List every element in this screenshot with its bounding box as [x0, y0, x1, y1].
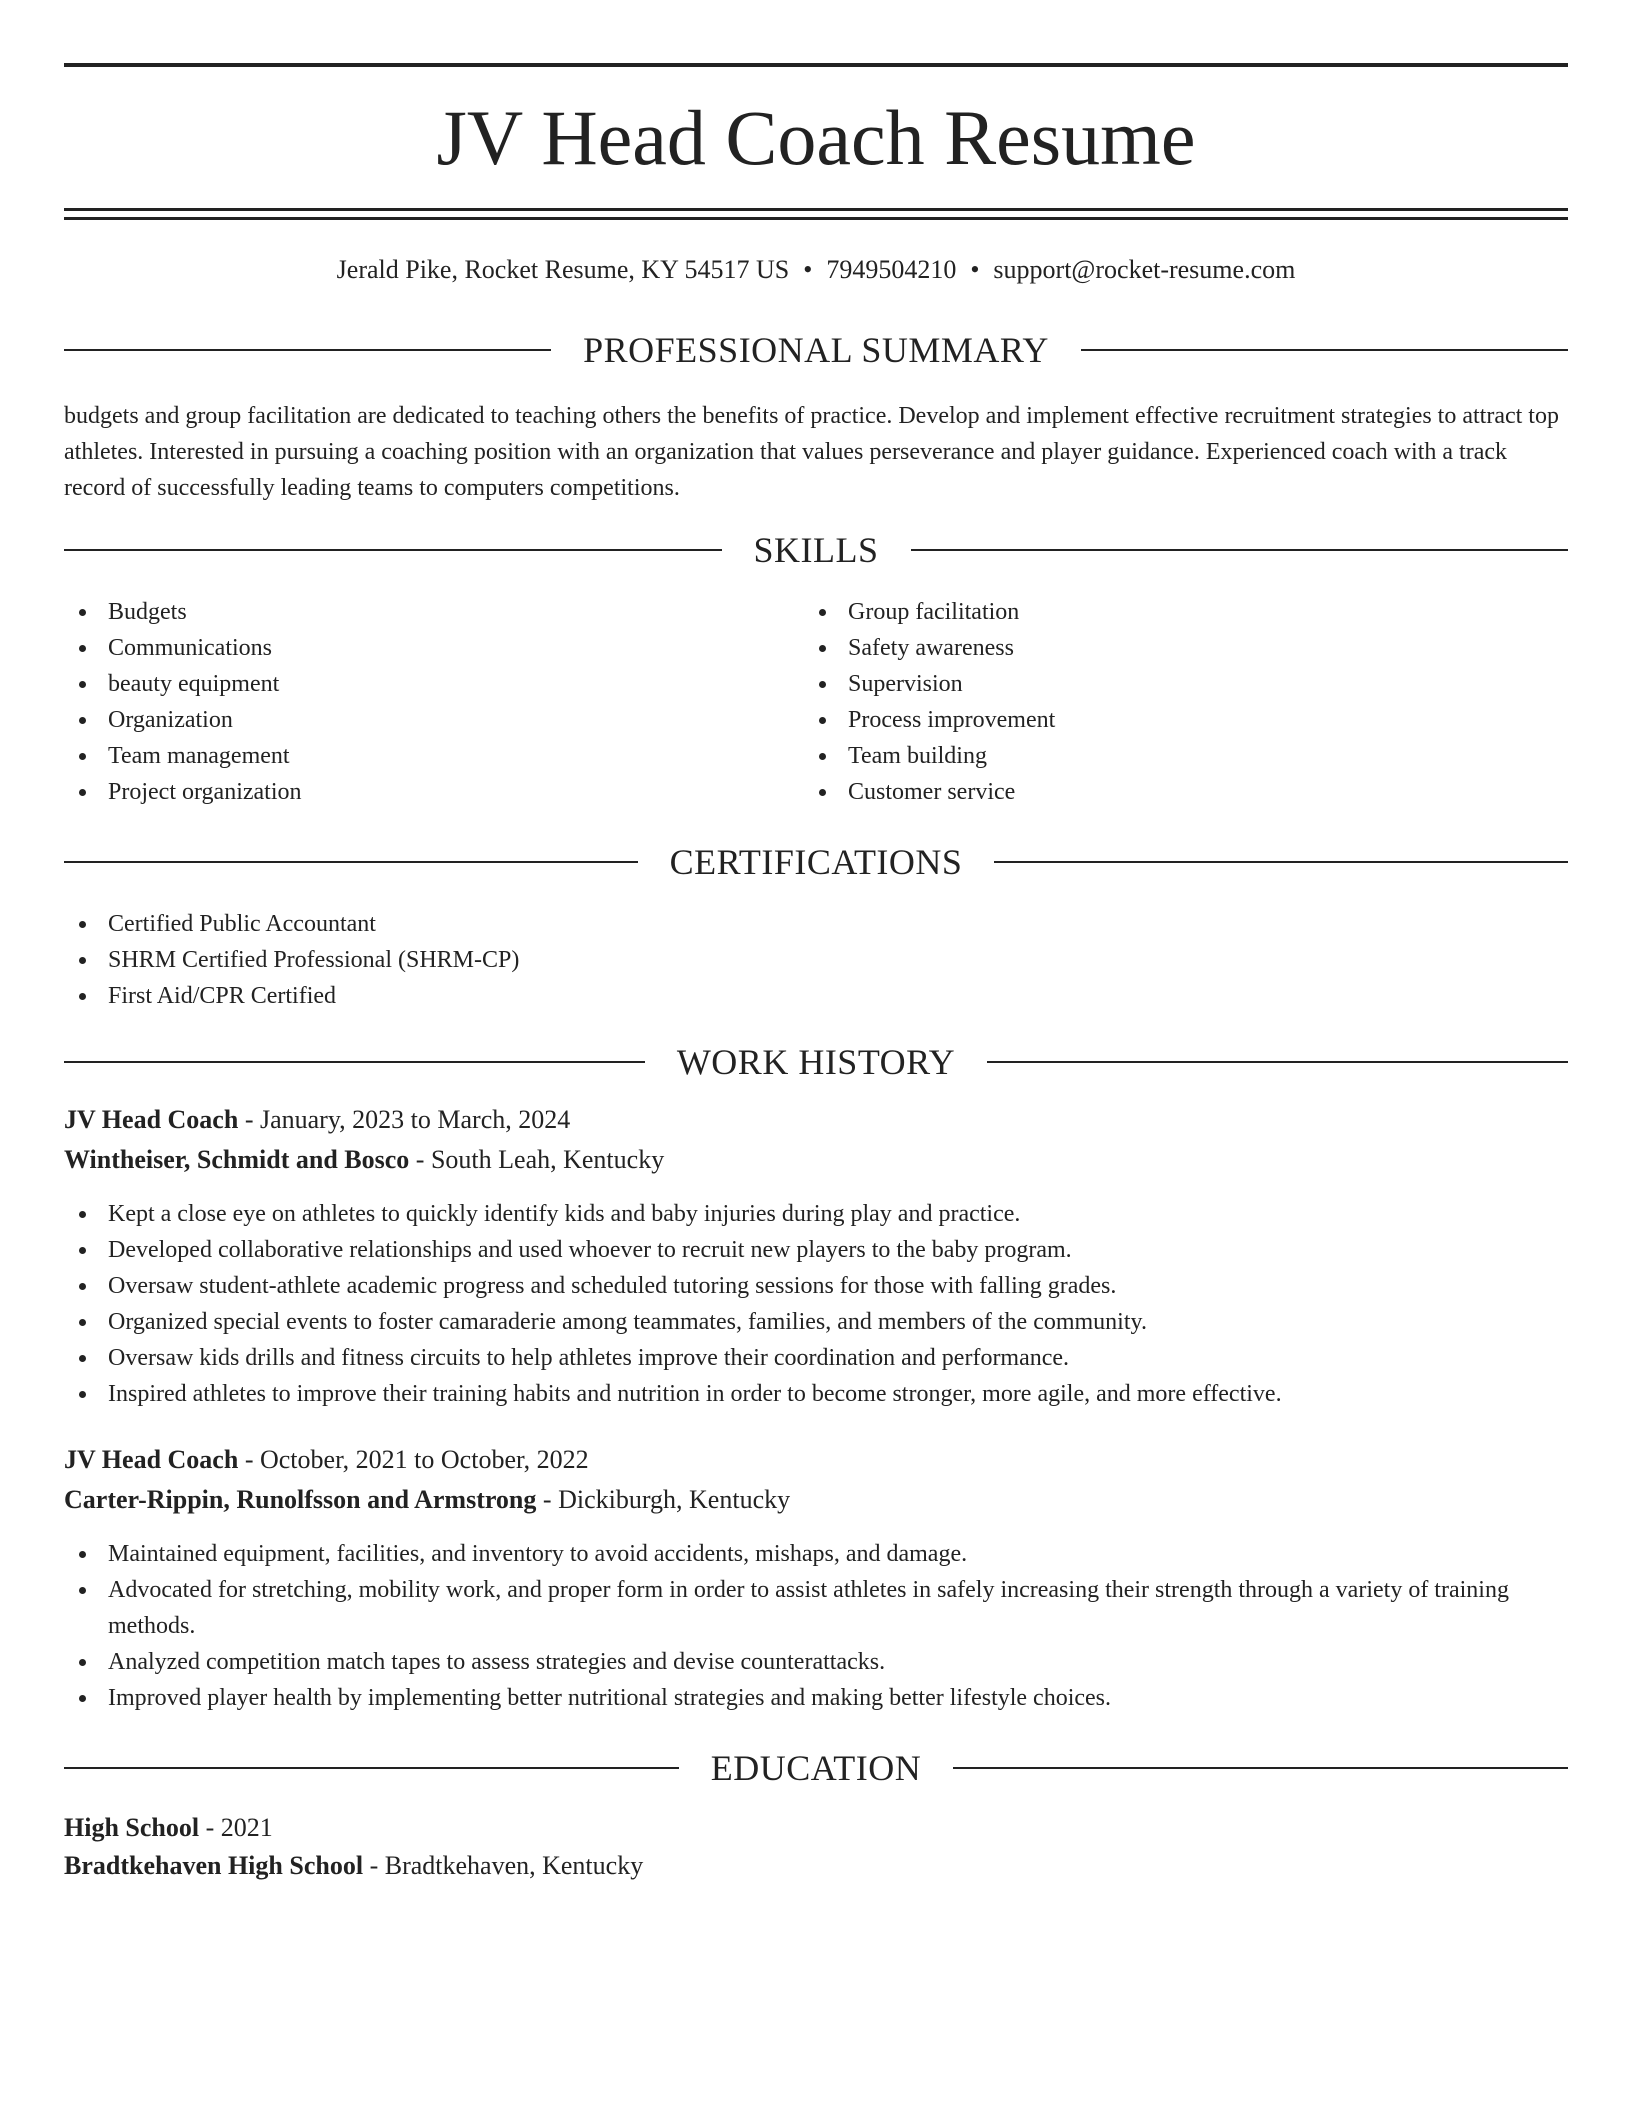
education-school: Bradtkehaven High School — [64, 1851, 364, 1880]
job-title: JV Head Coach — [64, 1105, 239, 1134]
education-degree: High School — [64, 1813, 200, 1842]
section-rule — [64, 549, 722, 551]
skill-item: Process improvement — [804, 702, 1564, 738]
skill-item: Organization — [64, 702, 764, 738]
skill-item: Safety awareness — [804, 630, 1564, 666]
section-title-summary: PROFESSIONAL SUMMARY — [583, 330, 1049, 370]
job-dates: January, 2023 to March, 2024 — [259, 1105, 571, 1134]
skill-item: Project organization — [64, 774, 764, 810]
contact-email: support@rocket-resume.com — [993, 255, 1296, 284]
section-rule — [987, 1061, 1568, 1063]
dash: - — [238, 1105, 260, 1134]
job-location: South Leah, Kentucky — [430, 1145, 665, 1174]
job-bullet: Maintained equipment, facilities, and inventory to avoid accidents, mishaps, and damage. — [64, 1536, 1568, 1572]
summary-text: budgets and group facilitation are dedicated to teaching others the benefits of practice. Develop and implement effective recruitment strategies to attract top athletes. Interested in pursuing a coaching position with an organization that values perseverance and player guidance. Experienced coach with a track record of successfully leading teams to computers competitions. — [64, 403, 1559, 501]
dash: - — [199, 1813, 221, 1842]
job-dates: October, 2021 to October, 2022 — [259, 1445, 589, 1474]
certifications-list — [64, 906, 1568, 1014]
education-degree-line — [64, 1808, 1568, 1848]
section-rule — [64, 1767, 679, 1769]
job-company-line — [64, 1140, 1568, 1180]
dash: - — [536, 1485, 559, 1514]
section-header-work-history — [64, 1040, 1568, 1084]
contact-separator: • — [970, 255, 980, 284]
job-title-line — [64, 1100, 1568, 1140]
resume-title: JV Head Coach Resume — [436, 94, 1196, 181]
education-school-line — [64, 1846, 1568, 1886]
job-title: JV Head Coach — [64, 1445, 239, 1474]
contact-line — [64, 252, 1568, 288]
section-title-certifications: CERTIFICATIONS — [669, 842, 963, 882]
section-title-skills: SKILLS — [753, 530, 879, 570]
certification-item: Certified Public Accountant — [64, 906, 1568, 942]
top-rule — [64, 63, 1568, 67]
skill-item: Team building — [804, 738, 1564, 774]
skills-list-left — [64, 594, 764, 810]
job-bullet: Oversaw kids drills and fitness circuits to help athletes improve their coordination and performance. — [64, 1340, 1568, 1376]
title-double-rule — [64, 208, 1568, 220]
skill-item: Customer service — [804, 774, 1564, 810]
section-header-education — [64, 1746, 1568, 1790]
skill-item: Supervision — [804, 666, 1564, 702]
job-bullet: Oversaw student-athlete academic progress and scheduled tutoring sessions for those with falling grades. — [64, 1268, 1568, 1304]
skill-item: Communications — [64, 630, 764, 666]
education-year: 2021 — [220, 1813, 273, 1842]
section-header-summary — [64, 328, 1568, 372]
certification-item: First Aid/CPR Certified — [64, 978, 1568, 1014]
skill-item: Group facilitation — [804, 594, 1564, 630]
job-bullet: Advocated for stretching, mobility work, and proper form in order to assist athletes in safely increasing their strength through a variety of training methods. — [64, 1572, 1568, 1644]
section-title-work-history: WORK HISTORY — [676, 1042, 956, 1082]
job-bullet: Improved player health by implementing better nutritional strategies and making better lifestyle choices. — [64, 1680, 1568, 1716]
job-company-line — [64, 1480, 1568, 1520]
certification-item: SHRM Certified Professional (SHRM-CP) — [64, 942, 1568, 978]
skill-item: beauty equipment — [64, 666, 764, 702]
contact-address: Jerald Pike, Rocket Resume, KY 54517 US — [336, 255, 790, 284]
section-rule — [64, 349, 551, 351]
job-bullets — [64, 1536, 1568, 1716]
section-title-education: EDUCATION — [710, 1748, 922, 1788]
dash: - — [409, 1145, 431, 1174]
skill-item: Team management — [64, 738, 764, 774]
job-title-line — [64, 1440, 1568, 1480]
job-location: Dickiburgh, Kentucky — [558, 1485, 791, 1514]
contact-phone: 7949504210 — [826, 255, 957, 284]
section-rule — [953, 1767, 1568, 1769]
skills-list-right — [804, 594, 1564, 810]
job-bullet: Organized special events to foster camaraderie among teammates, families, and members of the community. — [64, 1304, 1568, 1340]
section-rule — [994, 861, 1568, 863]
job-bullets — [64, 1196, 1568, 1412]
dash: - — [363, 1851, 385, 1880]
job-company: Carter-Rippin, Runolfsson and Armstrong — [64, 1485, 537, 1514]
job-bullet: Analyzed competition match tapes to assess strategies and devise counterattacks. — [64, 1644, 1568, 1680]
section-header-skills — [64, 528, 1568, 572]
section-rule — [911, 549, 1569, 551]
section-header-certifications — [64, 840, 1568, 884]
contact-separator: • — [803, 255, 813, 284]
section-rule — [64, 1061, 645, 1063]
job-bullet: Kept a close eye on athletes to quickly identify kids and baby injuries during play and practice. — [64, 1196, 1568, 1232]
section-rule — [64, 861, 638, 863]
job-bullet: Developed collaborative relationships and used whoever to recruit new players to the baby program. — [64, 1232, 1568, 1268]
job-company: Wintheiser, Schmidt and Bosco — [64, 1145, 410, 1174]
dash: - — [238, 1445, 260, 1474]
section-rule — [1081, 349, 1568, 351]
education-location: Bradtkehaven, Kentucky — [384, 1851, 644, 1880]
job-bullet: Inspired athletes to improve their training habits and nutrition in order to become stronger, more agile, and more effective. — [64, 1376, 1568, 1412]
skill-item: Budgets — [64, 594, 764, 630]
